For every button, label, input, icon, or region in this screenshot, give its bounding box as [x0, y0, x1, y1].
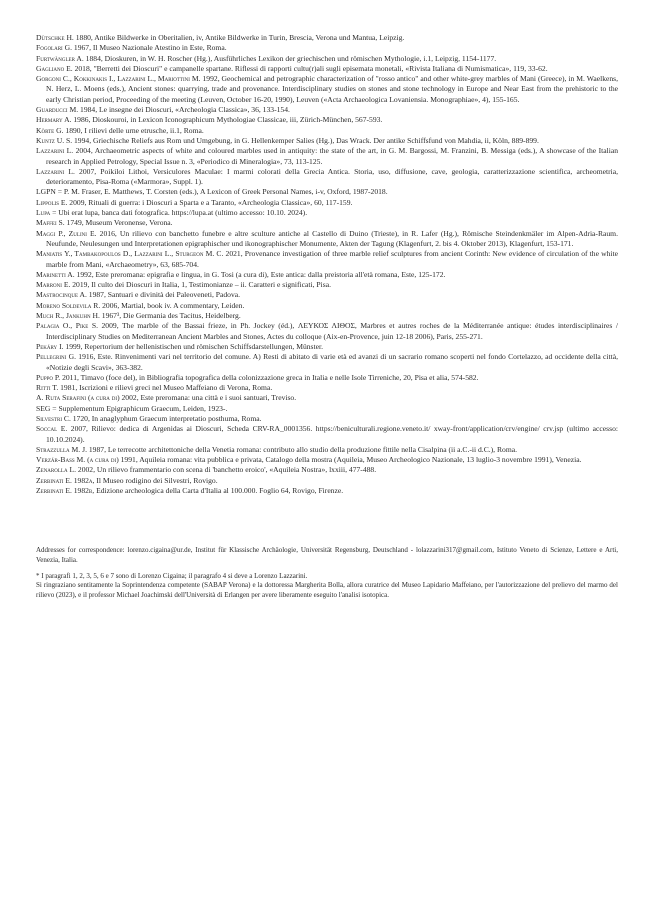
- reference-text: , Le insegne dei Dioscuri, «Archeologia Classica», 36, 133-154.: [95, 105, 290, 115]
- reference-author: Ritti T. 1981: [36, 383, 76, 393]
- reference-entry: [36, 208, 618, 218]
- reference-author: Lazzarini L. 2007: [36, 166, 95, 176]
- acknowledgements-note: Si ringraziano sentitamente la Soprintendenza competente (SABAP Verona) e la dottoressa Margherita Bolla, allora curatrice del Museo Lapidario Maffeiano, per l'autorizzazione del prelievo del marmo del rilievo (2023), e il professor Michael Joachimski dell'Università di Erlangen per avere liberamente eseguito l'analisi isotopica.: [36, 581, 618, 599]
- reference-text: , Santuari e divinità dei Paleoveneti, Padova.: [103, 290, 241, 300]
- reference-author: Silvestri C. 1720: [36, 413, 88, 423]
- reference-entry: [36, 64, 618, 74]
- reference-entry: [36, 476, 618, 486]
- reference-text: , "Berretti dei Dioscuri" e campanelle spartane. Riflessi di rapporti cultu(r)ali sugli episemata monetali, «Rivista Italiana di Numismatica», 119, 33-62.: [89, 63, 548, 73]
- reference-text: , Provenance investigation of three marble relief sculptures from ancient Corinth: New evidence of circulation of the white marble from Mani, «Archaeometry», 63, 685-704.: [46, 249, 618, 269]
- reference-text: , Dioskuren, in W. H. Roscher (Hg.), Ausführliches Lexikon der griechischen und römischen Mythologie, i.1, Leipzig, 1154-1177.: [100, 53, 497, 63]
- reference-text: ³, Die Germania des Tacitus, Heidelberg.: [116, 311, 241, 321]
- reference-text: , Archaeometric aspects of white and coloured marbles used in antiquity: the state of the art, in G. M. Bargossi, M. Franzini, B. Messiga (eds.), A showcase of the Italian research in Applied Petrology, Special Issue n. 3, «Periodico di Mineralogia», 73, 113-125.: [46, 146, 618, 166]
- reference-text: , Museum Veronense, Verona.: [81, 218, 173, 228]
- reference-author: Palagia O., Pike S. 2009: [36, 321, 117, 331]
- reference-author: Mastrocinque A. 1987: [36, 290, 104, 300]
- reference-text: , Edizione archeologica della Carta d'Italia al 100.000. Foglio 64, Rovigo, Firenze.: [92, 486, 344, 496]
- reference-entry: [36, 280, 618, 290]
- reference-entry: [36, 136, 618, 146]
- reference-author: Pekáry I. 1999: [36, 341, 81, 351]
- reference-text: = P. M. Fraser, E. Matthews, T. Corsten (eds.), A Lexicon of Greek Personal Names, i-v, Oxford, 1987-2018.: [55, 187, 388, 197]
- authorship-note: * I paragrafi 1, 2, 3, 5, 6 e 7 sono di Lorenzo Cigaina; il paragrafo 4 si deve a Lorenzo Lazzarini.: [36, 571, 308, 580]
- reference-author: Lupa: [36, 208, 51, 218]
- reference-author: Moreno Soldevila R. 2006: [36, 300, 118, 310]
- reference-text: , Un rilievo con banchetto funebre e altre sculture antiche al Castello di Duino (Trieste), in R. Lafer (Hg.), Römische Steindenkmäler im Alpen-Adria-Raum. Neufunde, Neulesungen und Interpretationen epigraphischer und ikonographischer Monumente, Akten der Tagung (Klagenfurt, 2. bis 4. Oktober 2013), Klagenfurt, 153-171.: [46, 228, 618, 248]
- reference-author: Puppo P. 2011: [36, 372, 77, 382]
- reference-author: Lippolis E. 2009: [36, 197, 85, 207]
- reference-author: Lazzarini L. 2004: [36, 146, 91, 156]
- reference-author: Much R., Jankuhn H. 1967: [36, 311, 117, 321]
- reference-text: , Rituali di guerra: i Dioscuri a Sparta e a Taranto, «Archeologia Classica», 60, 117-159.: [84, 197, 353, 207]
- reference-entry: [36, 115, 618, 125]
- reference-author: Guarducci M. 1984: [36, 105, 96, 115]
- reference-entry: [36, 290, 618, 300]
- reference-entry: [36, 105, 618, 115]
- reference-entry: [36, 54, 618, 64]
- reference-author: Gorgoni C., Kokkinakis I., Lazzarini L., Mariottini M. 1992: [36, 74, 218, 84]
- reference-author: Dütschke H. 1880: [36, 33, 91, 42]
- correspondence-addresses: Addresses for correspondence: lorenzo.cigaina@ur.de, Institut für Klassische Archäologie, Universität Regensburg, Deutschland - lolazzarini317@gmail.com, Istituto Veneto di Scienze, Lettere e Arti, Venezia, Italia.: [36, 546, 618, 564]
- reference-text: , The marble of the Bassai frieze, in Ph. Jockey (éd.), ΛΕΥΚΟΣ ΛΙΘΟΣ, Marbres et autres roches de la Méditerranée antique: études interdisciplinaires / Interdisciplinary Studies on Mediterranean Ancient Marbles and Stones, Actes du colloque (Aix-en-Provence, juin 12-18 2006), Paris, 255-271.: [46, 321, 618, 341]
- reference-entry: [36, 187, 618, 197]
- reference-author: Zerbinati E. 1982a: [36, 475, 93, 485]
- reference-text: , Poikiloi Lithoi, Versiculores Maculae: I marmi colorati della Grecia Antica. Storia, uso, diffusione, cave, geologia, caratterizzazione scientifica, archeometria, deterioramento, Pisa-Roma («Marmora», Suppl. 1).: [46, 166, 618, 187]
- reference-author: Maggi P., Zulini E. 2016: [36, 228, 115, 238]
- reference-text: , Un rilievo frammentario con scena di 'banchetto eroico', «Aquileia Nostra», lxxiii, 477-488.: [93, 465, 377, 475]
- reference-text: , Este preromana: epigrafia e lingua, in G. Tosi (a cura di), Este antica: dalla preistoria all'età romana, Este, 125-172.: [91, 269, 446, 279]
- reference-text: , Rilievo: dedica di Argenidas ai Dioscuri, Scheda CRV-RA_0001356. https://beniculturali.regione.veneto.it/ xway-front/application/crv/engine/ crv.jsp (ultimo accesso: 10.10.2024).: [46, 424, 618, 444]
- reference-entry: [36, 455, 618, 465]
- reference-entry: [36, 352, 618, 373]
- reference-entry: [36, 383, 618, 393]
- reference-text: , Il Museo Nazionale Atestino in Este, Roma.: [89, 43, 227, 53]
- reference-text: , Martial, book iv. A commentary, Leiden.: [117, 300, 245, 310]
- reference-entry: [36, 465, 618, 475]
- reference-entry: [36, 74, 618, 105]
- reference-author: Furtwängler A. 1884: [36, 53, 101, 63]
- reference-entry: [36, 414, 618, 424]
- reference-entry: [36, 43, 618, 53]
- reference-text: = Supplementum Epigraphicum Graecum, Leiden, 1923-.: [50, 403, 228, 413]
- reference-text: , Griechische Reliefs aus Rom und Umgebung, in G. Hellenkemper Salies (Hg.), Das Wrack. Der antike Schiffsfund von Mahdia, ii, Köln, 889-899.: [89, 135, 539, 145]
- reference-author: Strazzulla M. J. 1987: [36, 444, 105, 454]
- reference-text: , Timavo (foce del), in Bibliografia topografica della colonizzazione greca in Italia e nelle Isole Tirreniche, 20, Pisa et alia, 574-582.: [77, 372, 479, 382]
- reference-author: Maniatis Y., Tambakopoulos D., Lazzarini L., Sturgeon M. C. 2021: [36, 249, 241, 259]
- reference-author: Marinetti A. 1992: [36, 269, 92, 279]
- reference-author: Verzár-Bass M. (a cura di) 1991: [36, 455, 136, 465]
- reference-author: Hermary A. 1986: [36, 115, 89, 125]
- reference-entry: [36, 270, 618, 280]
- reference-entry: [36, 229, 618, 250]
- reference-text: , Dioskouroi, in Lexicon Iconographicum Mythologiae Classicae, iii, Zürich-München, 567-593.: [88, 115, 383, 125]
- reference-author: LGPN: [36, 187, 56, 197]
- reference-text: , Antike Bildwerke in Oberitalien, iv, Antike Bildwerke in Turin, Brescia, Verona und Mantua, Leipzig.: [90, 33, 405, 42]
- reference-entry: [36, 321, 618, 342]
- reference-author: SEG: [36, 403, 51, 413]
- reference-author: A. Ruta Serafini (a cura di) 2002: [36, 393, 137, 403]
- reference-text: , Le terrecotte architettoniche della Venetia romana: contributo allo studio della produzione fittile nella Cisalpina (ii a.C.-ii d.C.), Roma.: [104, 444, 518, 454]
- reference-author: Körte G. 1890: [36, 125, 81, 135]
- reference-entry: [36, 424, 618, 445]
- reference-author: Maffei S. 1749: [36, 218, 82, 228]
- reference-author: Zerbinati E. 1982b: [36, 486, 93, 496]
- reference-entry: [36, 393, 618, 403]
- reference-entry: [36, 33, 618, 43]
- reference-text: , Repertorium der hellenistischen und römischen Schiffsdarstellungen, Münster.: [80, 341, 323, 351]
- reference-author: Soccal E. 2007: [36, 424, 86, 434]
- reference-author: Kuntz U. S. 1994: [36, 135, 90, 145]
- reference-entry: [36, 373, 618, 383]
- reference-text: , In anaglyphum Graecum interpretatio posthuma, Roma.: [87, 413, 262, 423]
- reference-text: , Il Museo rodigino dei Silvestri, Rovigo.: [92, 475, 218, 485]
- reference-author: Pellegrini G. 1916: [36, 352, 94, 362]
- reference-entry: [36, 342, 618, 352]
- reference-entry: [36, 311, 618, 321]
- reference-text: , Il culto dei Dioscuri in Italia, 1, Testimonianze – ii. Caratteri e significati, Pisa.: [87, 280, 331, 290]
- reference-entry: [36, 249, 618, 270]
- reference-entry: [36, 445, 618, 455]
- reference-entry: [36, 218, 618, 228]
- reference-entry: [36, 146, 618, 167]
- reference-entry: [36, 126, 618, 136]
- reference-text: , Geochemical and petrographic characterization of "rosso antico" and other white-grey marbles of Mani (Greece), in M. Waelkens, N. Herz, L. Moens (eds.), Ancient stones: quarrying, trade and provenance. Interdisciplinary studies on stones and stone technology in Europe and Near East from the prehistoric to the early Christian period, Proceeding of the meeting (Leuven, October 16-20, 1990), Leuven («Acta Archaeologica Lovaniensia. Monographiae», 4), 155-165.: [46, 74, 619, 104]
- reference-author: Gagliano E. 2018: [36, 63, 90, 73]
- reference-author: Marroni E. 2019: [36, 280, 88, 290]
- reference-author: Zenarolla L. 2002: [36, 465, 94, 475]
- reference-text: , I rilievi delle urne etrusche, ii.1, Roma.: [80, 125, 204, 135]
- reference-entry: [36, 404, 618, 414]
- footer: [36, 546, 618, 600]
- reference-entry: [36, 198, 618, 208]
- page: [36, 33, 618, 600]
- bibliography: [36, 33, 618, 496]
- reference-text: , Este. Rinvenimenti vari nel territorio del comune. A) Resti di abitato di varie età ed avanzi di un sacrario romano scoperti nel fondo Cortelazzo, ad occidente della città, «Notizie degli Scavi», 363-382.: [46, 352, 618, 372]
- reference-text: , Este preromana: una città e i suoi santuari, Treviso.: [136, 393, 297, 403]
- reference-entry: [36, 167, 618, 188]
- reference-author: Fogolari G. 1967: [36, 43, 90, 53]
- reference-text: , Aquileia romana: vita pubblica e privata, Catalogo della mostra (Aquileia, Museo Archeologico Nazionale, 13 luglio-3 novembre 1991), Venezia.: [135, 455, 582, 465]
- reference-text: , Iscrizioni e rilievi greci nel Museo Maffeiano di Verona, Roma.: [75, 383, 273, 393]
- reference-text: = Ubi erat lupa, banca dati fotografica. https://lupa.at (ultimo accesso: 10.10. 2024).: [50, 208, 308, 218]
- reference-entry: [36, 301, 618, 311]
- reference-entry: [36, 486, 618, 496]
